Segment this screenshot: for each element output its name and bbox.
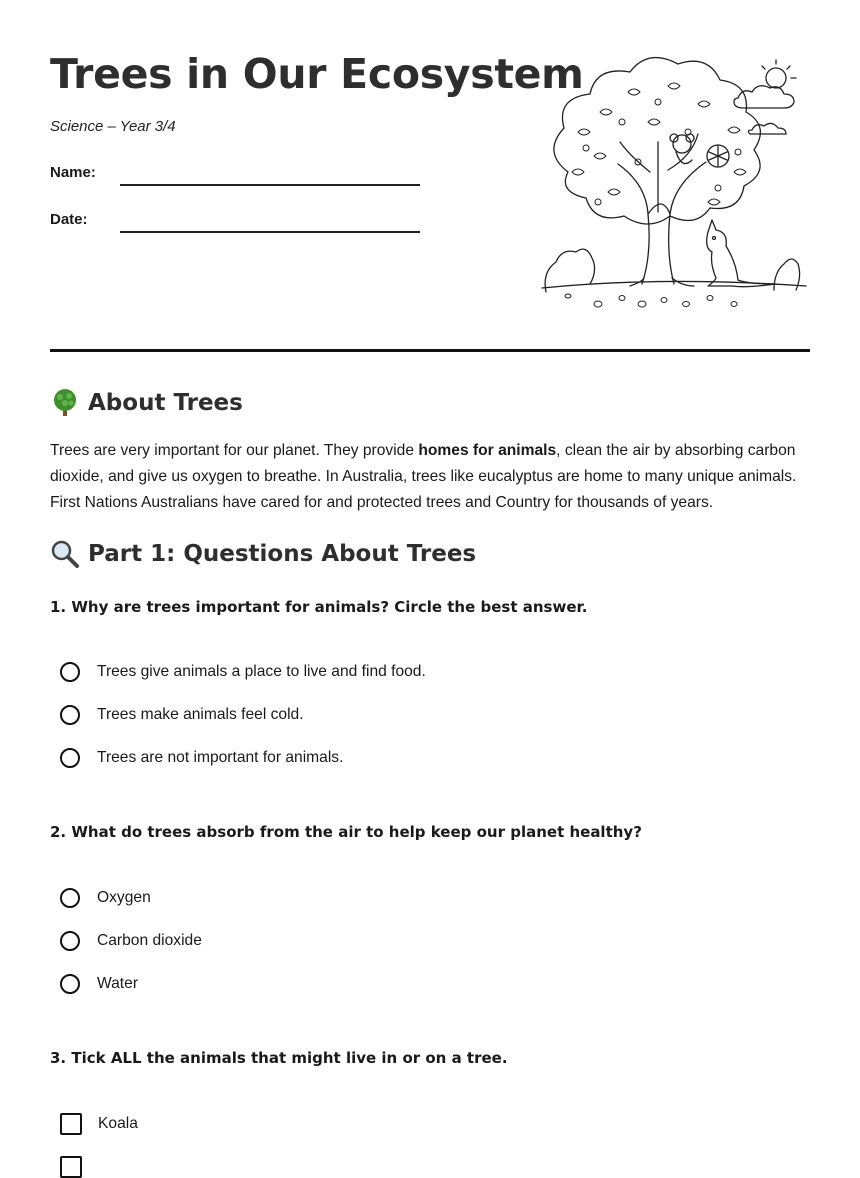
section-heading-text: About Trees [88, 390, 243, 416]
date-label: Date: [50, 211, 88, 228]
q2-option-2[interactable] [60, 931, 202, 951]
radio-circle[interactable] [60, 748, 80, 768]
option-label: Koala [98, 1115, 138, 1132]
section-heading-text: Part 1: Questions About Trees [88, 541, 477, 567]
option-label: Water [97, 975, 139, 992]
radio-circle[interactable] [60, 662, 80, 682]
about-paragraph [50, 438, 815, 516]
name-label: Name: [50, 164, 96, 181]
option-label: Trees give animals a place to live and find food. [97, 663, 426, 680]
q2-option-3[interactable] [60, 974, 138, 994]
checkbox[interactable] [60, 1113, 82, 1135]
sun-icon [762, 60, 796, 88]
q1-option-3[interactable] [60, 748, 343, 768]
magnifying-glass-icon [50, 539, 80, 569]
q2-option-1[interactable] [60, 888, 151, 908]
q1-option-1[interactable] [60, 662, 426, 682]
name-field[interactable] [120, 184, 420, 186]
tree-icon [50, 388, 80, 418]
radio-circle[interactable] [60, 931, 80, 951]
checkbox[interactable] [60, 1156, 82, 1178]
q3-option-2[interactable] [60, 1156, 98, 1178]
question-2: 2. What do trees absorb from the air to help keep our planet healthy? [50, 823, 642, 841]
section-heading-about [50, 388, 243, 418]
cloud-icon [748, 123, 786, 134]
tree-illustration [538, 52, 810, 314]
option-label: Trees make animals feel cold. [97, 706, 304, 723]
q1-option-2[interactable] [60, 705, 304, 725]
header-divider [50, 349, 810, 352]
q3-option-1[interactable] [60, 1113, 138, 1135]
section-heading-part1 [50, 539, 476, 569]
date-field[interactable] [120, 231, 420, 233]
option-label: Carbon dioxide [97, 932, 202, 949]
radio-circle[interactable] [60, 705, 80, 725]
option-label: Trees are not important for animals. [97, 749, 344, 766]
page-title: Trees in Our Ecosystem [50, 50, 584, 98]
radio-circle[interactable] [60, 974, 80, 994]
subtitle: Science – Year 3/4 [50, 118, 176, 135]
radio-circle[interactable] [60, 888, 80, 908]
question-1: 1. Why are trees important for animals? Circle the best answer. [50, 598, 588, 616]
paragraph-emphasis: homes for animals [418, 442, 557, 459]
cloud-icon [734, 86, 794, 108]
paragraph-text: Trees are very important for our planet. They provide [50, 442, 419, 459]
paragraph-text: , clean the air by absorbing carbon dioxide, and give us oxygen to breathe. In Australia, trees like eucalyptus are home to many unique animals. First Nations Australians have cared for and protected trees and Country for thousands of years. [50, 442, 797, 511]
kangaroo-illustration [707, 220, 776, 287]
question-3: 3. Tick ALL the animals that might live in or on a tree. [50, 1049, 508, 1067]
option-label: Oxygen [97, 889, 151, 906]
